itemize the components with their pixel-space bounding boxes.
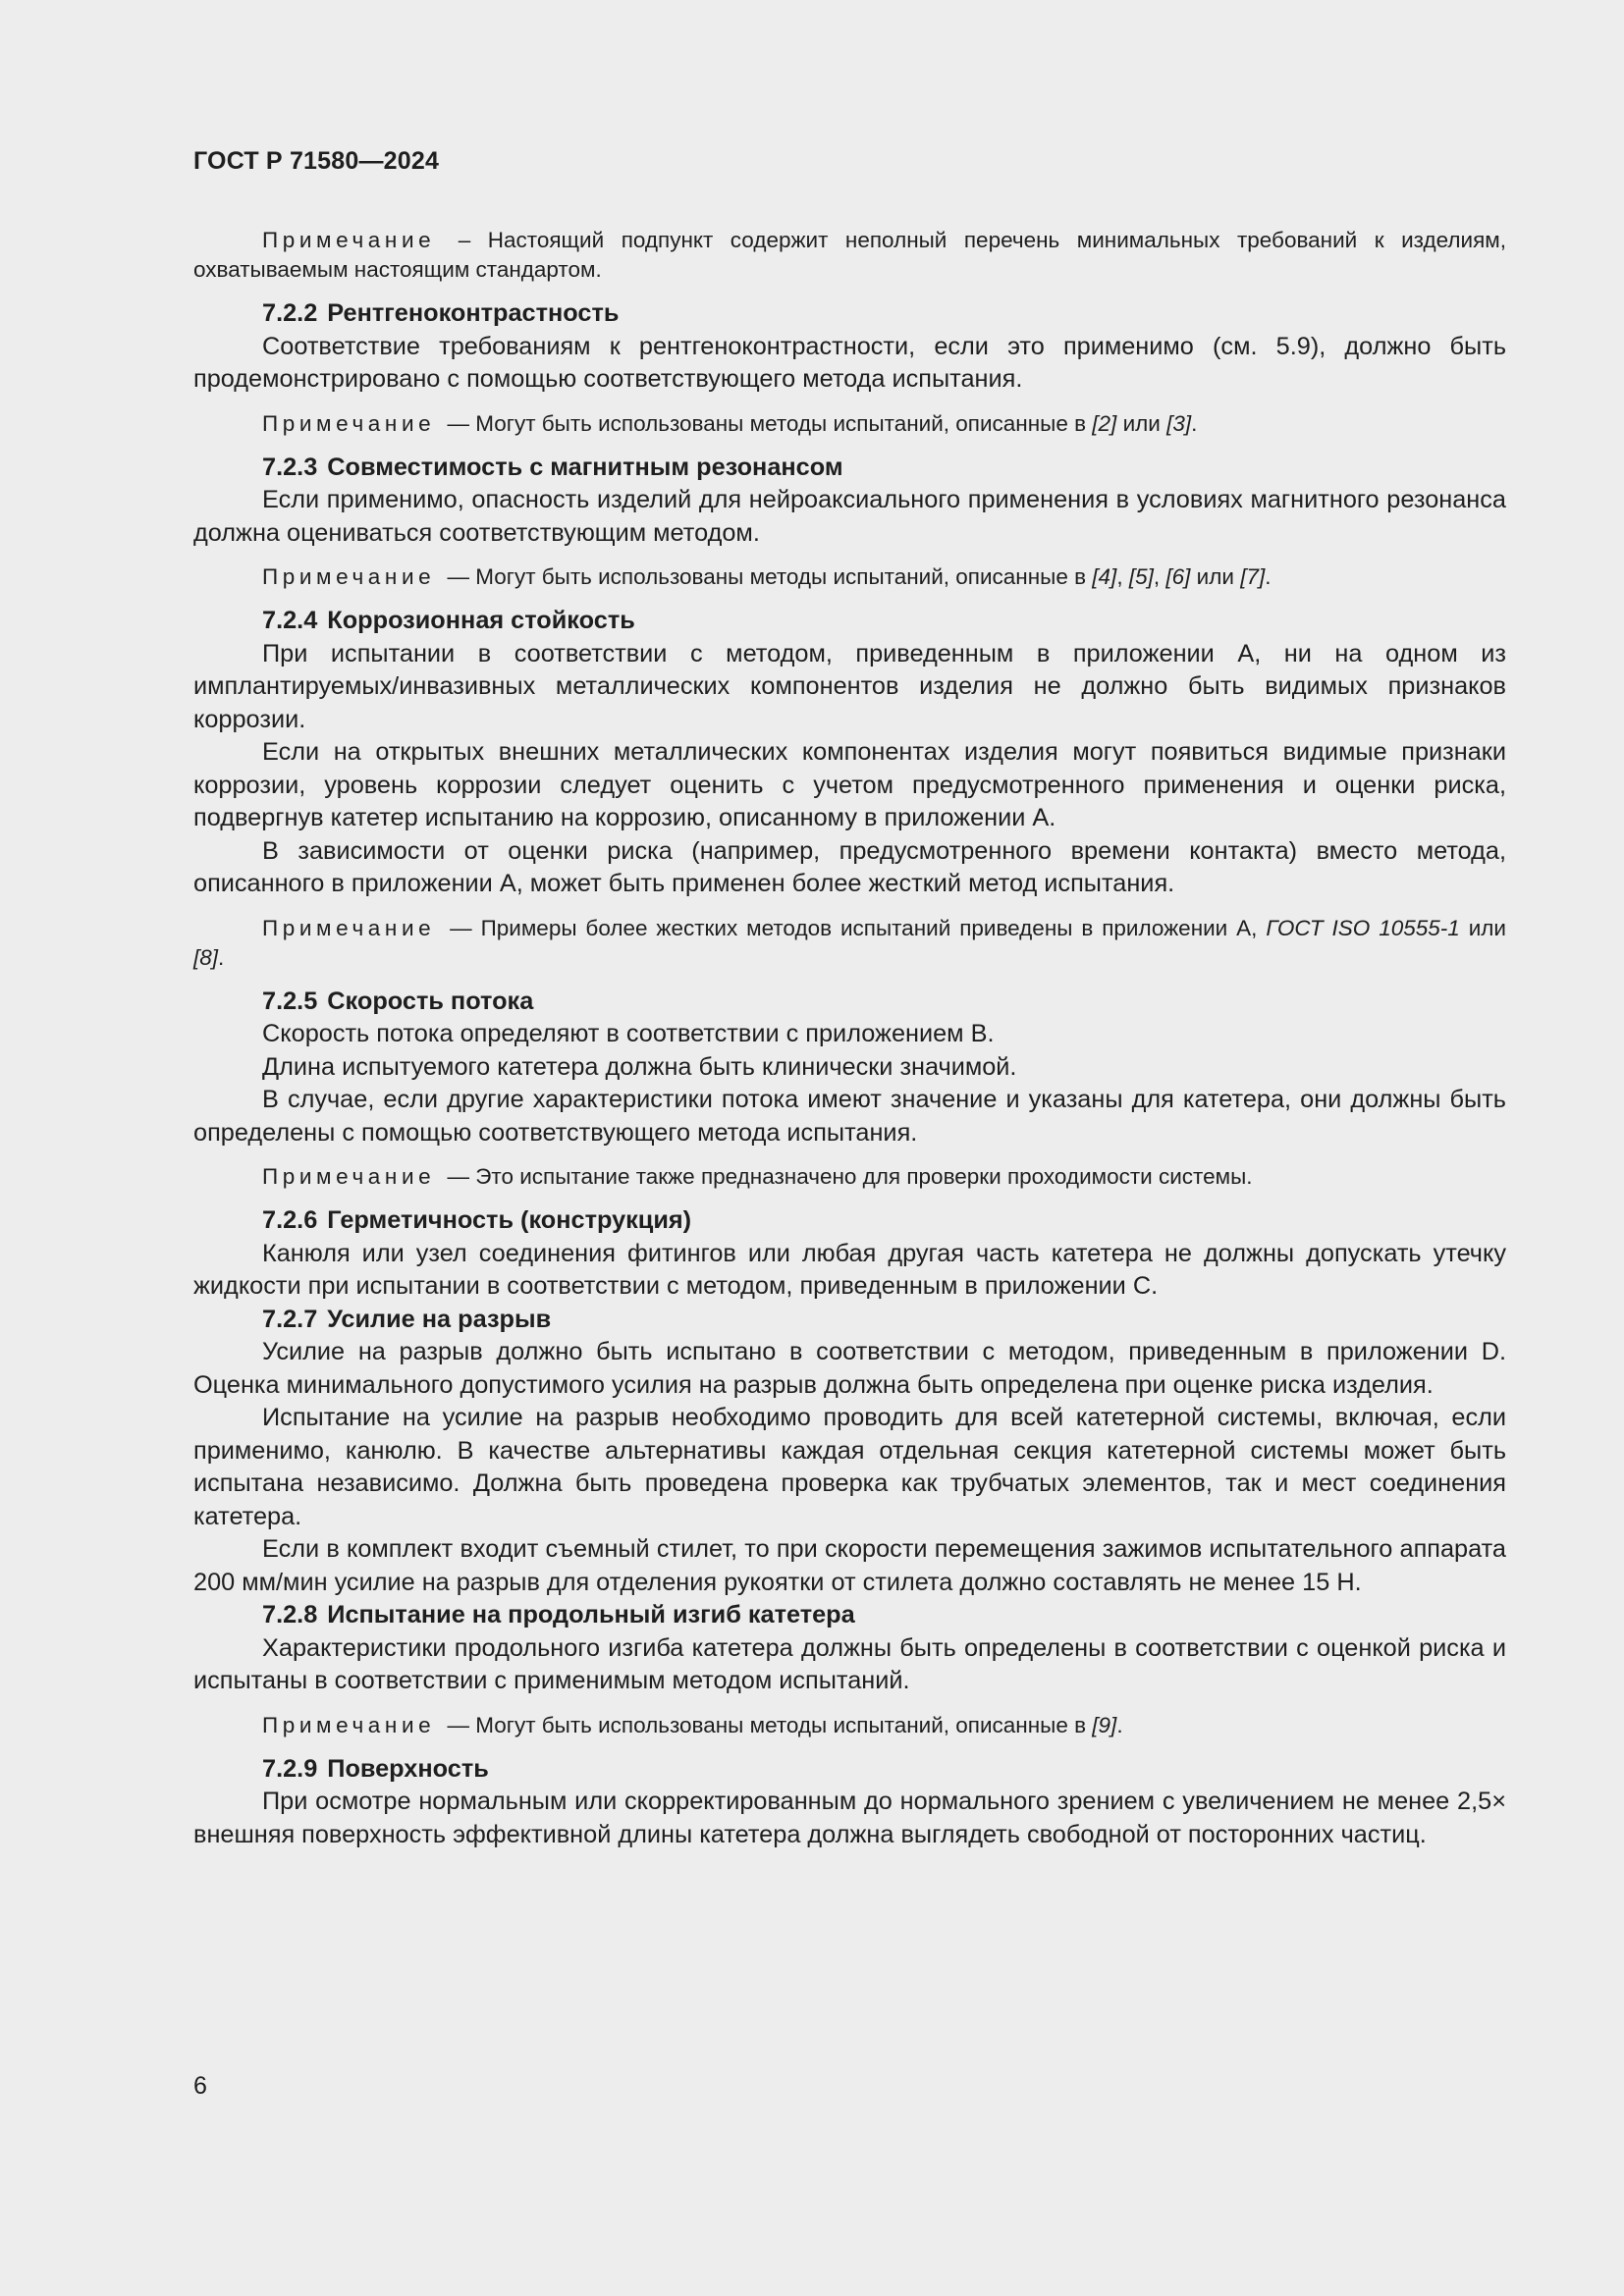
- note-text: или: [1190, 564, 1241, 589]
- note-7-2-4: [193, 914, 1506, 973]
- section-number: 7.2.5: [262, 987, 318, 1015]
- section-heading-7-2-3: [193, 452, 1506, 485]
- note-7-2-5: [193, 1162, 1506, 1192]
- paragraph: Соответствие требованиям к рентгеноконтрастности, если это применимо (см. 5.9), должно быть продемонстрировано с помощью соответствующего метода испытания.: [193, 332, 1506, 393]
- section-title: Скорость потока: [327, 987, 534, 1015]
- note-label: Примечание: [262, 228, 436, 252]
- note-label: Примечание: [262, 915, 436, 940]
- section-heading-7-2-7: [193, 1304, 1506, 1337]
- section-title: Поверхность: [327, 1754, 489, 1783]
- note-7-2-3: [193, 562, 1506, 592]
- section-title: Рентгеноконтрастность: [327, 299, 620, 327]
- note-intro: [193, 226, 1506, 285]
- paragraph: Канюля или узел соединения фитингов или любая другая часть катетера не должны допускать утечку жидкости при испытании в соответствии с методом, приведенным в приложении С.: [193, 1239, 1506, 1300]
- reference: [6]: [1165, 564, 1191, 589]
- note-text: — Могут быть использованы методы испытаний, описанные в: [441, 410, 1093, 436]
- section-number: 7.2.7: [262, 1305, 318, 1333]
- paragraph: Если на открытых внешних металлических компонентах изделия могут появиться видимые признаки коррозии, уровень коррозии следует оценить с учетом предусмотренного применения и оценки риска, подвергнув катетер испытанию на коррозию, описанному в приложении А.: [193, 738, 1506, 831]
- note-text: или: [1116, 410, 1167, 436]
- section-heading-7-2-6: [193, 1204, 1506, 1238]
- note-text: .: [1191, 410, 1198, 436]
- note-text: или: [1459, 915, 1507, 940]
- section-number: 7.2.4: [262, 607, 318, 634]
- section-heading-7-2-5: [193, 986, 1506, 1019]
- section-title: Усилие на разрыв: [327, 1305, 552, 1333]
- note-7-2-2: [193, 409, 1506, 439]
- note-text: .: [1265, 564, 1272, 589]
- paragraph: Длина испытуемого катетера должна быть клинически значимой.: [262, 1052, 1017, 1081]
- paragraph: Если применимо, опасность изделий для нейроаксиального применения в условиях магнитного резонанса должна оцениваться соответствующим методом.: [193, 486, 1506, 547]
- document-header: ГОСТ Р 71580—2024: [193, 147, 440, 175]
- note-text: – Настоящий подпункт содержит неполный перечень минимальных требований к изделиям, охватываемым настоящим стандартом.: [193, 228, 1506, 282]
- note-7-2-8: [193, 1711, 1506, 1740]
- section-heading-7-2-2: [193, 297, 1506, 331]
- paragraph: В случае, если другие характеристики потока имеют значение и указаны для катетера, они должны быть определены с помощью соответствующего метода испытания.: [193, 1086, 1506, 1147]
- paragraph: Скорость потока определяют в соответствии с приложением В.: [262, 1020, 995, 1047]
- section-title: Коррозионная стойкость: [327, 607, 635, 634]
- note-text: — Могут быть использованы методы испытаний, описанные в: [441, 564, 1093, 589]
- reference: [4]: [1092, 564, 1117, 589]
- section-heading-7-2-8: [193, 1599, 1506, 1632]
- section-title: Совместимость с магнитным резонансом: [327, 453, 843, 481]
- note-text: — Примеры более жестких методов испытаний приведены в приложении А,: [441, 915, 1267, 940]
- note-text: .: [1116, 1712, 1123, 1737]
- section-title: Испытание на продольный изгиб катетера: [327, 1601, 855, 1629]
- section-number: 7.2.6: [262, 1206, 318, 1234]
- note-label: Примечание: [262, 564, 436, 589]
- note-label: Примечание: [262, 1164, 436, 1189]
- reference: [7]: [1240, 564, 1266, 589]
- paragraph: В зависимости от оценки риска (например, предусмотренного времени контакта) вместо метода, описанного в приложении А, может быть применен более жесткий метод испытания.: [193, 836, 1506, 897]
- note-text: — Могут быть использованы методы испытаний, описанные в: [441, 1712, 1093, 1737]
- note-text: .: [218, 944, 225, 970]
- paragraph: Испытание на усилие на разрыв необходимо проводить для всей катетерной системы, включая, если применимо, канюлю. В качестве альтернативы каждая отдельная секция катетерной системы может быть испытана независимо. Должна быть проведена проверка как трубчатых элементов, так и мест соединения катетера.: [193, 1404, 1506, 1530]
- paragraph: При осмотре нормальным или скорректированным до нормального зрением с увеличением не менее 2,5× внешняя поверхность эффективной длины катетера должна выглядеть свободной от посторонних частиц.: [193, 1788, 1506, 1848]
- paragraph: Характеристики продольного изгиба катетера должны быть определены в соответствии с оценкой риска и испытаны в соответствии с применимым методом испытаний.: [193, 1633, 1506, 1694]
- reference: [2]: [1092, 410, 1117, 436]
- page-number: 6: [193, 2072, 207, 2100]
- section-heading-7-2-4: [193, 605, 1506, 638]
- note-text: ,: [1153, 564, 1166, 589]
- reference: [9]: [1092, 1712, 1117, 1737]
- section-number: 7.2.9: [262, 1754, 318, 1783]
- section-number: 7.2.3: [262, 453, 318, 481]
- document-page: [193, 147, 1506, 1851]
- reference: [8]: [193, 944, 219, 970]
- note-label: Примечание: [262, 410, 436, 436]
- section-number: 7.2.8: [262, 1601, 318, 1629]
- section-heading-7-2-9: [193, 1753, 1506, 1787]
- paragraph: Если в комплект входит съемный стилет, то при скорости перемещения зажимов испытательного аппарата 200 мм/мин усилие на разрыв для отделения рукоятки от стилета должно составлять не менее 15 Н.: [193, 1535, 1506, 1596]
- note-text: ,: [1116, 564, 1129, 589]
- note-text: — Это испытание также предназначено для проверки проходимости системы.: [441, 1164, 1253, 1189]
- reference: [5]: [1128, 564, 1154, 589]
- paragraph: При испытании в соответствии с методом, приведенным в приложении А, ни на одном из имплантируемых/инвазивных металлических компонентов изделия не должно быть видимых признаков коррозии.: [193, 639, 1506, 733]
- note-label: Примечание: [262, 1712, 436, 1737]
- section-title: Герметичность (конструкция): [327, 1206, 692, 1234]
- section-number: 7.2.2: [262, 299, 318, 327]
- reference: ГОСТ ISO 10555-1: [1266, 915, 1460, 940]
- paragraph: Усилие на разрыв должно быть испытано в соответствии с методом, приведенным в приложении D. Оценка минимального допустимого усилия на разрыв должна быть определена при оценке риска изделия.: [193, 1338, 1506, 1399]
- reference: [3]: [1166, 410, 1192, 436]
